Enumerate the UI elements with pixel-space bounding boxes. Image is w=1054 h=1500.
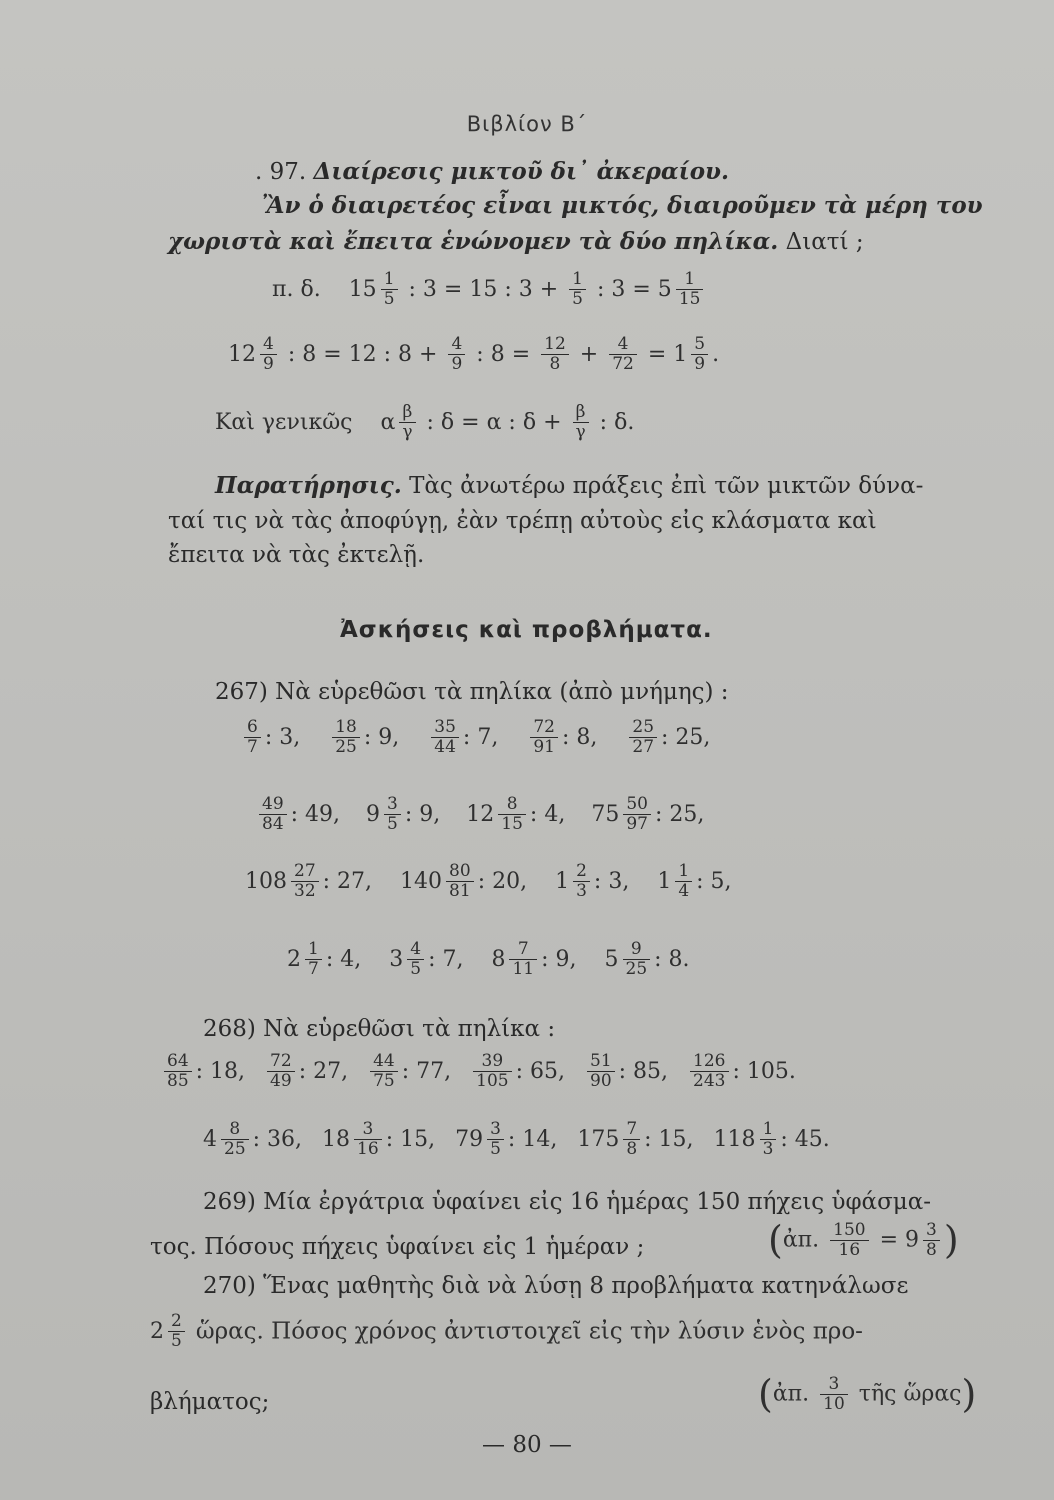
divisor-text: : 5, <box>696 868 732 894</box>
fraction: $\frac{4}{9}$ <box>448 335 465 374</box>
problem-270-text: ὥρας. Πόσος χρόνος ἀντιστοιχεῖ εἰς τὴν λύσιν ἑνὸς προ- <box>195 1318 863 1345</box>
divisor-text: : 36, <box>252 1126 303 1152</box>
rule-line-2 <box>168 228 864 256</box>
exercise-item <box>713 1119 830 1159</box>
expression-text: + <box>579 342 599 367</box>
mixed-whole: 5 <box>604 946 619 972</box>
exercise-item <box>555 861 630 901</box>
fraction: $\frac{8}{25}$ <box>221 1120 249 1159</box>
exercise-row <box>255 795 730 834</box>
note-text: Τὰς ἀνωτέρω πράξεις ἐπὶ τῶν μικτῶν δύνα- <box>409 473 924 499</box>
fraction: $\frac{3}{10}$ <box>820 1375 848 1414</box>
fraction: $\frac{25}{27}$ <box>629 718 657 757</box>
divisor-text: : 4, <box>529 801 566 827</box>
fraction: $\frac{7}{8}$ <box>623 1120 640 1159</box>
divisor-text: : 8. <box>654 946 690 972</box>
exercise-item <box>469 1051 565 1091</box>
mixed-whole: 1 <box>657 868 672 894</box>
problem-268-label: 268) Νὰ εὑρεθῶσι τὰ πηλίκα : <box>203 1016 556 1042</box>
fraction: $\frac{72}{91}$ <box>530 718 558 757</box>
fraction: $\frac{5}{9}$ <box>691 335 708 374</box>
fraction: $\frac{126}{243}$ <box>690 1052 728 1091</box>
mixed-whole: 140 <box>400 868 443 894</box>
fraction: $\frac{150}{16}$ <box>830 1221 868 1260</box>
divisor-text: : 15, <box>385 1126 436 1152</box>
divisor-text: : 9, <box>363 724 400 750</box>
exercise-item <box>400 861 528 901</box>
divisor-text: : 20, <box>477 868 528 894</box>
fraction: $\frac{51}{90}$ <box>587 1052 615 1091</box>
exercise-item <box>322 1119 436 1159</box>
divisor-text: : 4, <box>325 946 362 972</box>
example-2: 12 $\frac{4}{9}$ : 8 = 12 : 8 + $\frac{4}{9}$ : 8 = $\frac{12}{8}$ + $\frac{4}{72}$ = 1 $\frac{5}{9}$ . <box>228 334 720 374</box>
exercise-item <box>657 861 732 901</box>
mixed-whole: 79 <box>455 1126 484 1152</box>
fraction: $\frac{44}{75}$ <box>370 1052 398 1091</box>
example-1 <box>272 270 707 309</box>
divisor-text: : 3, <box>264 724 301 750</box>
running-header: Βιβλίον Β΄ <box>466 112 588 136</box>
problem-270-line-2 <box>150 1312 863 1351</box>
mixed-whole: 4 <box>203 1126 217 1152</box>
exercise-item <box>255 794 341 834</box>
mixed-whole: 8 <box>491 946 506 972</box>
fraction: $\frac{4}{5}$ <box>407 940 424 979</box>
exercise-item <box>366 1051 452 1091</box>
fraction: $\frac{3}{8}$ <box>923 1221 940 1260</box>
fraction: $\frac{3}{5}$ <box>384 795 401 834</box>
formula-alpha: α <box>380 410 396 435</box>
divisor-text: : 7, <box>462 724 499 750</box>
exercises-title: Ἀσκήσεις καὶ προβλήματα. <box>340 617 713 643</box>
fraction: $\frac{64}{85}$ <box>164 1052 192 1091</box>
expression-text: : 3 = 5 <box>596 277 672 302</box>
fraction: $\frac{39}{105}$ <box>473 1052 511 1091</box>
fraction: $\frac{27}{32}$ <box>291 862 319 901</box>
fraction: $\frac{9}{25}$ <box>623 940 651 979</box>
fraction: $\frac{1}{3}$ <box>760 1120 777 1159</box>
fraction: $\frac{72}{49}$ <box>267 1052 295 1091</box>
exercise-item <box>389 939 464 979</box>
answer-text: = 9 <box>879 1227 920 1253</box>
example-label: π. δ. <box>272 277 321 302</box>
divisor-text: : 77, <box>401 1058 452 1084</box>
mixed-whole: 108 <box>245 868 287 894</box>
note-label: Παρατήρησις. <box>215 472 402 499</box>
section-number: . 97. <box>255 159 307 185</box>
problem-269-line-2: τος. Πόσους πήχεις ὑφαίνει εἰς 1 ἡμέραν ; <box>150 1234 645 1260</box>
problem-270-answer: (ἀπ. $\frac{3}{10}$ τῆς ὥρας) <box>758 1372 977 1416</box>
exercise-item <box>328 717 400 757</box>
expression-text: : δ = α : δ + <box>426 410 562 435</box>
exercise-item <box>686 1051 796 1091</box>
note-line-1 <box>215 472 923 500</box>
fraction: $\frac{2}{3}$ <box>573 862 590 901</box>
fraction: $\frac{3}{5}$ <box>487 1120 504 1159</box>
exercise-row <box>287 940 718 979</box>
answer-label: ἀπ. <box>772 1381 810 1407</box>
note-line-2: ταί τις νὰ τὰς ἀποφύγῃ, ἐὰν τρέπῃ αὐτοὺς εἰς κλάσματα καὶ <box>168 508 877 534</box>
exercise-item <box>427 717 499 757</box>
page-number: — 80 — <box>482 1432 572 1458</box>
exercise-item <box>203 1119 303 1159</box>
answer-text: τῆς ὥρας <box>858 1381 962 1407</box>
divisor-text: : 85, <box>618 1058 669 1084</box>
fraction: $\frac{3}{16}$ <box>354 1120 382 1159</box>
exercise-item <box>287 939 362 979</box>
expression-text: : δ. <box>599 410 635 435</box>
mixed-whole: 18 <box>322 1126 351 1152</box>
mixed-whole: 12 <box>466 801 495 827</box>
divisor-text: : 45. <box>780 1126 830 1152</box>
exercise-item <box>526 717 598 757</box>
fraction: $\frac{35}{44}$ <box>431 718 459 757</box>
exercise-item <box>491 939 577 979</box>
exercise-item <box>625 717 711 757</box>
divisor-text: : 25, <box>654 801 705 827</box>
answer-label: ἀπ. <box>782 1227 820 1253</box>
note-line-3: ἔπειτα νὰ τὰς ἐκτελῇ. <box>168 542 425 568</box>
exercise-row <box>240 718 738 757</box>
fraction: $\frac{1}{5}$ <box>381 270 398 309</box>
mixed-whole: 3 <box>389 946 404 972</box>
fraction: $\frac{49}{84}$ <box>259 795 287 834</box>
expression-text: = 1 <box>647 342 688 367</box>
exercise-item <box>245 861 373 901</box>
mixed-whole: 175 <box>577 1126 620 1152</box>
mixed-whole: 12 <box>228 342 256 367</box>
fraction: $\frac{1}{4}$ <box>675 862 692 901</box>
divisor-text: : 18, <box>195 1058 246 1084</box>
fraction: $\frac{6}{7}$ <box>244 718 261 757</box>
exercise-item <box>263 1051 349 1091</box>
fraction: $\frac{\beta}{\gamma}$ <box>573 403 589 442</box>
expression-text: : 8 = <box>476 342 531 367</box>
fraction: $\frac{80}{81}$ <box>446 862 474 901</box>
divisor-text: : 15, <box>644 1126 694 1152</box>
fraction: $\frac{2}{5}$ <box>168 1312 185 1351</box>
fraction: $\frac{18}{25}$ <box>332 718 360 757</box>
exercise-item <box>160 1051 246 1091</box>
mixed-whole: 118 <box>713 1126 756 1152</box>
divisor-text: : 65, <box>515 1058 565 1084</box>
divisor-text: : 49, <box>290 801 341 827</box>
problem-270-line-1: 270) Ἕνας μαθητὴς διὰ νὰ λύσῃ 8 προβλήματα κατηνάλωσε <box>203 1273 909 1299</box>
divisor-text: : 3, <box>593 868 630 894</box>
general-formula <box>215 403 634 442</box>
exercise-row <box>160 1052 814 1091</box>
mixed-whole: 2 <box>287 946 301 972</box>
divisor-text: : 8, <box>561 724 598 750</box>
exercise-item <box>455 1119 558 1159</box>
divisor-text: : 7, <box>428 946 464 972</box>
mixed-whole: 75 <box>591 801 620 827</box>
problem-270-line-3: βλήματος; <box>150 1389 270 1415</box>
exercise-item <box>366 794 441 834</box>
section-97-heading <box>255 158 729 186</box>
mixed-whole: 9 <box>366 801 381 827</box>
fraction: $\frac{7}{11}$ <box>509 940 537 979</box>
fraction: $\frac{\beta}{\gamma}$ <box>399 403 415 442</box>
divisor-text: : 27, <box>298 1058 349 1084</box>
section-title: Διαίρεσις μικτοῦ δι᾽ ἀκεραίου. <box>313 158 730 185</box>
fraction: $\frac{12}{8}$ <box>541 335 569 374</box>
problem-267-label: 267) Νὰ εὑρεθῶσι τὰ πηλίκα (ἀπὸ μνήμης) : <box>215 679 729 705</box>
fraction: $\frac{8}{15}$ <box>498 795 526 834</box>
fraction: $\frac{4}{9}$ <box>260 335 277 374</box>
exercise-item <box>591 794 705 834</box>
exercise-row <box>203 1120 850 1159</box>
exercise-item <box>583 1051 669 1091</box>
divisor-text: : 25, <box>661 724 711 750</box>
problem-269-line-1: 269) Μία ἐργάτρια ὑφαίνει εἰς 16 ἡμέρας 150 πήχεις ὑφάσμα- <box>203 1189 932 1215</box>
exercise-row <box>245 862 760 901</box>
fraction: $\frac{1}{7}$ <box>305 940 322 979</box>
fraction: $\frac{1}{15}$ <box>676 270 704 309</box>
exercise-item <box>240 717 301 757</box>
divisor-text: : 14, <box>507 1126 558 1152</box>
divisor-text: : 105. <box>732 1058 796 1084</box>
exercise-item <box>466 794 566 834</box>
rule-line-1: Ἂν ὁ διαιρετέος εἶναι μικτός, διαιροῦμεν τὰ μέρη του <box>262 192 983 219</box>
exercise-item <box>577 1119 694 1159</box>
divisor-text: : 9, <box>541 946 577 972</box>
mixed-whole: 2 <box>150 1319 164 1344</box>
divisor-text: : 9, <box>404 801 441 827</box>
expression-text: : 3 = 15 : 3 + <box>408 277 559 302</box>
expression-text: : 8 = 12 : 8 + <box>287 342 438 367</box>
rule-text: χωριστὰ καὶ ἔπειτα ἑνώνομεν τὰ δύο πηλίκα. <box>168 228 779 255</box>
mixed-whole: 1 <box>555 868 570 894</box>
divisor-text: : 27, <box>322 868 373 894</box>
general-label: Καὶ γενικῶς <box>215 410 353 435</box>
fraction: $\frac{50}{97}$ <box>623 795 651 834</box>
rule-question: Διατί ; <box>785 229 864 255</box>
fraction: $\frac{4}{72}$ <box>609 335 637 374</box>
exercise-item <box>604 939 690 979</box>
problem-269-answer: (ἀπ. $\frac{150}{16}$ = 9 $\frac{3}{8}$ ) <box>768 1218 959 1262</box>
mixed-whole: 15 <box>348 277 377 302</box>
fraction: $\frac{1}{5}$ <box>569 270 586 309</box>
